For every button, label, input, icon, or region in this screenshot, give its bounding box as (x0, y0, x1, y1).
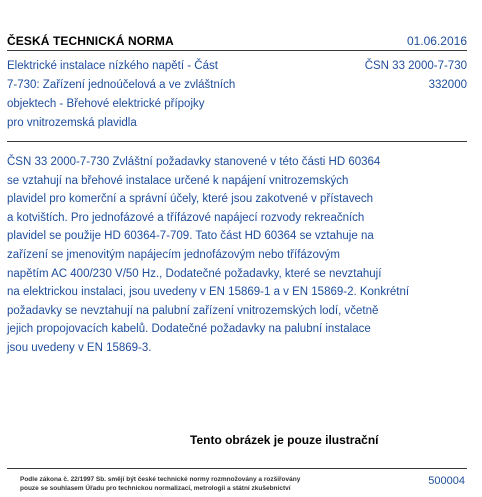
norm-title-line: Elektrické instalace nízkého napětí - Část (7, 60, 218, 72)
title-divider (7, 141, 467, 142)
norm-code: ČSN 33 2000-7-730 (364, 60, 467, 72)
norm-description (7, 153, 447, 358)
norm-title-line: pro vnitrozemská plavidla (7, 117, 137, 129)
header-divider (7, 50, 467, 51)
copyright-line: Podle zákona č. 22/1997 Sb. smějí být české technické normy rozmnožovány a rozšiřovány (20, 476, 301, 483)
document-number: 500004 (428, 475, 465, 487)
description-line: plavidel se použije HD 60364-7-709. Tato část HD 60364 se vztahuje na (7, 230, 374, 243)
description-line: jejich propojovacích kabelů. Dodatečné požadavky na palubní instalace (7, 323, 371, 336)
norm-title (7, 57, 307, 133)
description-line: požadavky se nevztahují na palubní zařízení vnitrozemských lodí, včetně (7, 304, 379, 317)
description-line: na elektrickou instalaci, jsou uvedeny v EN 15869-1 a v EN 15869-2. Konkrétní (7, 286, 410, 299)
norm-title-line: 7-730: Zařízení jednoúčelová a ve zvláštních (7, 79, 236, 91)
description-line: zařízení se jmenovitým napájecím jednofázovým nebo třífázovým (7, 248, 341, 261)
illustrative-notice: Tento obrázek je pouze ilustrační (190, 433, 379, 447)
norm-class: 332000 (428, 79, 467, 91)
description-line: ČSN 33 2000-7-730 Zvláštní požadavky stanovené v této části HD 60364 (7, 156, 381, 168)
norm-identifiers (365, 57, 467, 95)
description-line: jsou uvedeny v EN 15869-3. (7, 341, 152, 354)
copyright-line: pouze se souhlasem Úřadu pro technickou normalizaci, metrologii a státní zkušebnictví (20, 485, 291, 492)
description-line: plavidel pro komerční a správní účely, které jsou zakotvené v přístavech (7, 193, 374, 206)
norm-title-line: objektech - Břehové elektrické přípojky (7, 98, 205, 110)
description-line: a kotvištích. Pro jednofázové a třífázové napájecí rozvody rekreačních (7, 211, 365, 224)
description-line: se vztahují na břehové instalace určené k napájení vnitrozemských (7, 174, 349, 187)
copyright-notice (20, 475, 380, 493)
footer-divider (7, 468, 467, 469)
issue-date: 01.06.2016 (406, 34, 467, 48)
brand-title: ČESKÁ TECHNICKÁ NORMA (7, 34, 174, 48)
description-line: napětím AC 400/230 V/50 Hz., Dodatečné požadavky, které se nevztahují (7, 267, 382, 280)
